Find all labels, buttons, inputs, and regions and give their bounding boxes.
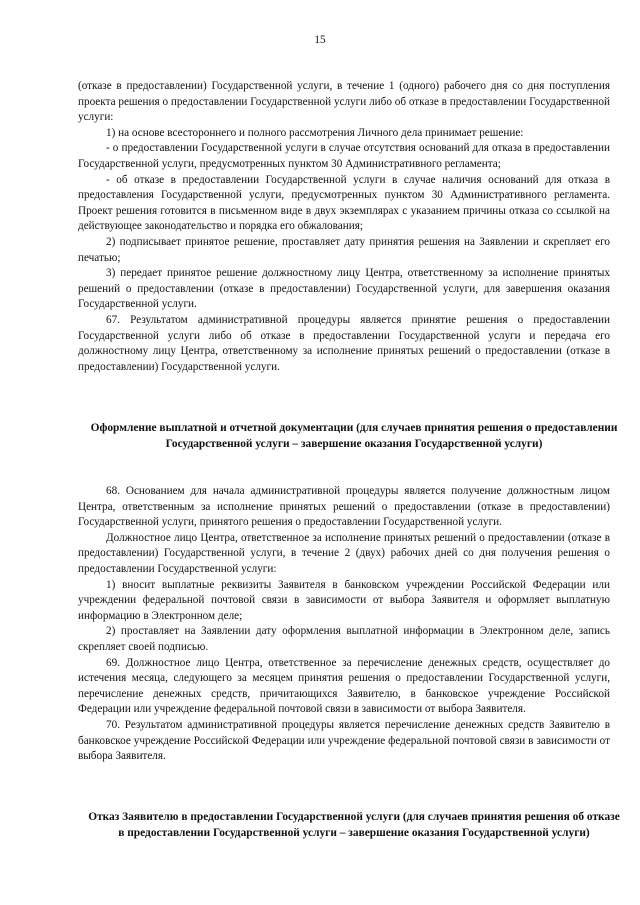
text-block-payment-documentation	[78, 484, 610, 765]
paragraph: 70. Результатом административной процедуры является перечисление денежных средств Заявителю в банковское учреждение Российской Федерации или учреждение федеральной почтовой связи в зависимости от выбора Заявителя.	[78, 718, 610, 763]
text-block-procedure-decision	[78, 79, 610, 375]
paragraph: 3) передает принятое решение должностному лицу Центра, ответственному за исполнение принятых решений о предоставлении (отказе в предоставлении) Государственной услуги, для завершения оказания Государственной услуги.	[78, 267, 610, 311]
paragraph: 68. Основанием для начала административной процедуры является получение должностным лицом Центра, ответственным за исполнение принятых решений о предоставлении (отказе в предоставлении) Государственной услуги, принятого решения о предоставлении Государственной услуги.	[78, 485, 610, 529]
paragraph: Должностное лицо Центра, ответственное за исполнение принятых решений о предоставлении (отказе в предоставлении) Государственной услуги, в течение 2 (двух) рабочих дней со дня получения решения о предоставлении Государственной услуги:	[78, 531, 610, 575]
paragraph: (отказе в предоставлении) Государственной услуги, в течение 1 (одного) рабочего дня со дня поступления проекта решения о предоставлении Государственной услуги либо об отказе в предоставлении Государственной услуги:	[78, 80, 610, 124]
paragraph: 2) подписывает принятое решение, проставляет дату принятия решения на Заявлении и скрепляет его печатью;	[78, 235, 610, 264]
section-heading: Отказ Заявителю в предоставлении Государственной услуги (для случаев принятия решения об отказе в предоставлении Государственной услуги – завершение оказания Государственной услуги)	[88, 811, 620, 839]
page-number: 15	[314, 34, 326, 46]
paragraph: 1) на основе всестороннего и полного рассмотрения Личного дела принимает решение:	[106, 126, 524, 139]
section-heading: Оформление выплатной и отчетной документации (для случаев принятия решения о предоставлении Государственной услуги – завершение оказания Государственной услуги)	[90, 422, 618, 450]
paragraph: 67. Результатом административной процедуры является принятие решения о предоставлении Государственной услуги либо об отказе в предоставлении Государственной услуги и передача его должностному лицу Центра, ответственному за исполнение принятых решений о предоставлении (отказе в предоставлении) Государственной услуги.	[78, 313, 610, 373]
paragraph: 1) вносит выплатные реквизиты Заявителя в банковском учреждении Российской Федерации или учреждении федеральной почтовой связи в зависимости от выбора Заявителя и оформляет выплатную информацию в Электронном деле;	[78, 578, 610, 622]
paragraph: - о предоставлении Государственной услуги в случае отсутствия оснований для отказа в предоставлении Государственной услуги, предусмотренных пунктом 30 Административного регламента;	[78, 142, 610, 170]
paragraph: - об отказе в предоставлении Государственной услуги в случае наличия оснований для отказа в предоставления Государственной услуги, предусмотренных пунктом 30 Административного регламента. Проект решения готовится в письменном виде в двух экземплярах с указанием причины отказа со ссылкой на действующее законодательство и порядка его обжалования;	[78, 173, 610, 233]
paragraph: 2) проставляет на Заявлении дату оформления выплатной информации в Электронном деле, запись скрепляет своей подписью.	[78, 625, 610, 653]
paragraph: 69. Должностное лицо Центра, ответственное за перечисление денежных средств, осуществляет до истечения месяца, следующего за месяцем принятия решения о предоставлении Государственной услуги, перечисление денежных средств, причитающихся Заявителю, в банковское учреждение Российской Федерации или учреждение федеральной почтовой связи в зависимости от выбора Заявителя.	[78, 656, 610, 716]
